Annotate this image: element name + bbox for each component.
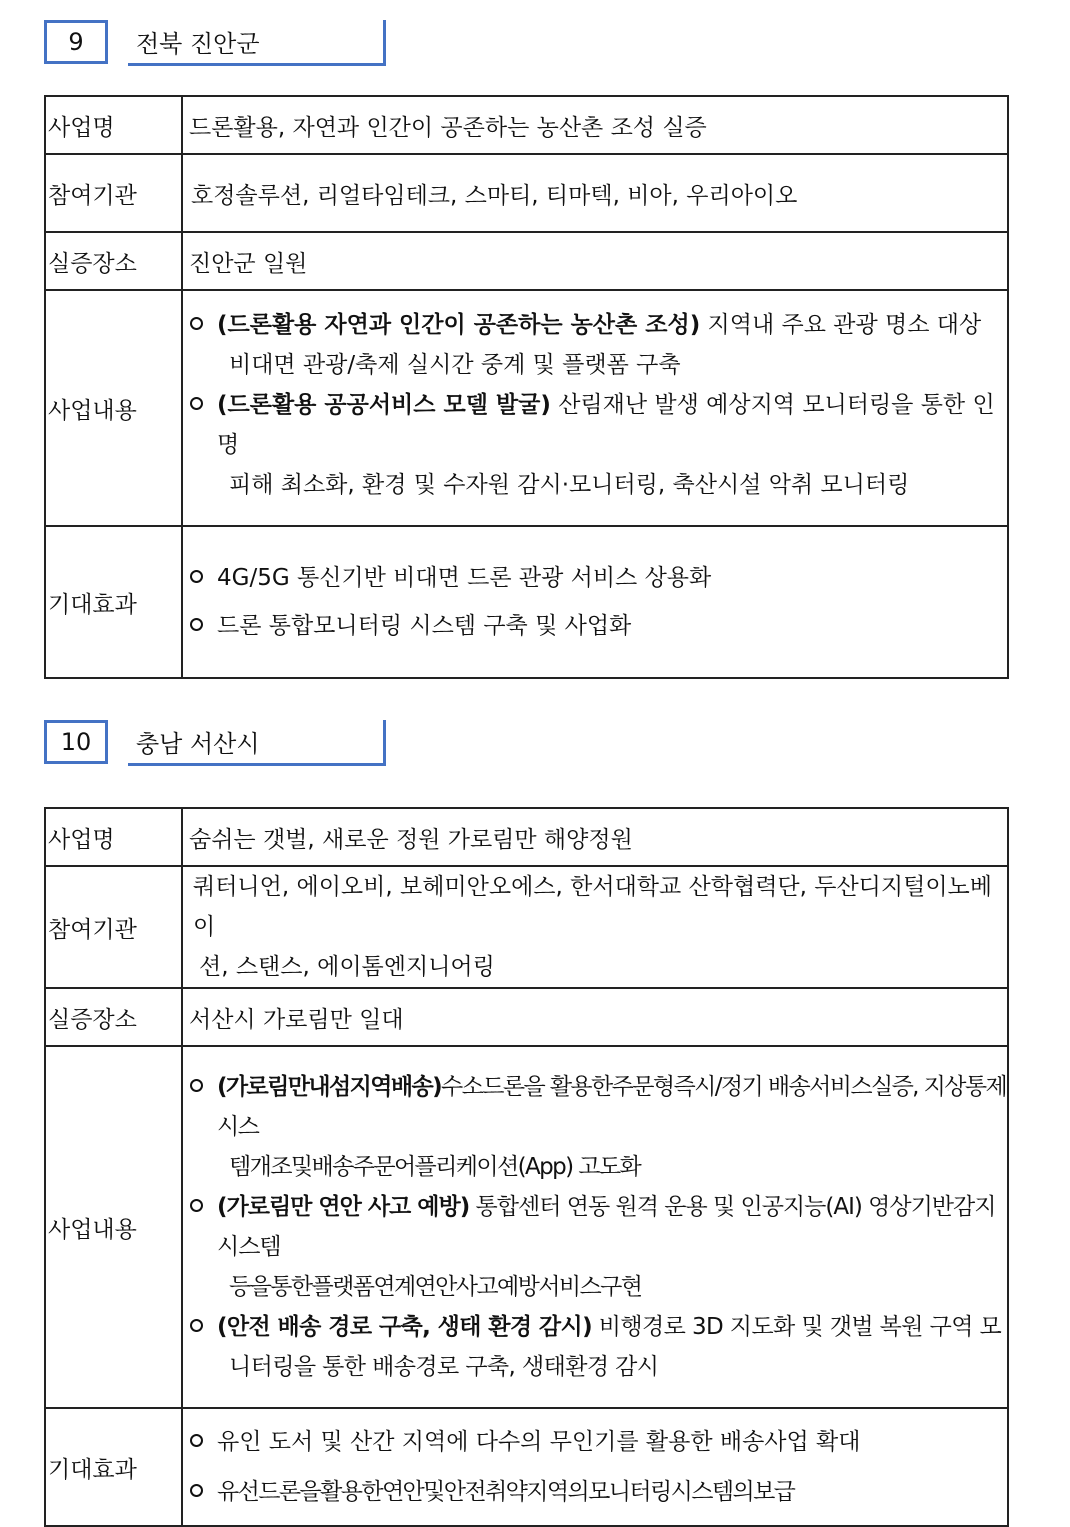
row-content xyxy=(45,1046,1008,1408)
item-text: 통합센터 연동 원격 운용 및 인공지능(AI) 영상기반감지시스템 xyxy=(217,1194,996,1260)
row-content xyxy=(45,290,1008,526)
project-table-9 xyxy=(44,95,1009,679)
item-text-cont: 피해 최소화, 환경 및 수자원 감시·모니터링, 축산시설 악취 모니터링 xyxy=(229,472,910,498)
item-heading: (드론활용 공공서비스 모델 발굴) xyxy=(217,392,551,418)
section-number: 10 xyxy=(44,720,108,764)
value-content xyxy=(182,290,1008,526)
item-text: 드론 통합모니터링 시스템 구축 및 사업화 xyxy=(217,613,632,639)
participants-line1: 쿼터니언, 에이오비, 보헤미안오에스, 한서대학교 산학협력단, 두산디지털이노베이 xyxy=(193,874,992,940)
label-location: 실증장소 xyxy=(45,232,182,290)
list-item xyxy=(189,606,1007,646)
list-item xyxy=(189,558,1007,598)
label-effect: 기대효과 xyxy=(45,526,182,678)
item-text-cont: 비대면 관광/축제 실시간 중계 및 플랫폼 구축 xyxy=(229,352,681,378)
row-effect xyxy=(45,526,1008,678)
section-number: 9 xyxy=(44,20,108,64)
row-participants xyxy=(45,866,1008,988)
item-text: 수소드론을 활용한주문형즉시/정기 배송서비스실증, 지상통제시스 xyxy=(217,1074,1007,1140)
item-text: 4G/5G 통신기반 비대면 드론 관광 서비스 상용화 xyxy=(217,565,712,591)
label-project-name: 사업명 xyxy=(45,96,182,154)
item-text-cont: 등을통한플랫폼연계연안사고예방서비스구현 xyxy=(229,1274,642,1300)
list-item xyxy=(189,1187,1007,1307)
row-project-name xyxy=(45,96,1008,154)
row-project-name xyxy=(45,808,1008,866)
item-heading: (가로림만 연안 사고 예방) xyxy=(217,1194,470,1220)
label-effect: 기대효과 xyxy=(45,1408,182,1526)
section-region: 충남 서산시 xyxy=(128,720,386,766)
item-text: 지역내 주요 관광 명소 대상 xyxy=(700,312,982,338)
participants-line2: 션, 스탠스, 에이톰엔지니어링 xyxy=(199,954,495,980)
item-text: 산림재난 발생 예상지역 모니터링을 통한 인명 xyxy=(217,392,995,458)
item-text: 유선드론을활용한연안및안전취약지역의모니터링시스템의보급 xyxy=(217,1479,795,1505)
list-item xyxy=(189,1422,1007,1462)
value-project-name: 드론활용, 자연과 인간이 공존하는 농산촌 조성 실증 xyxy=(182,96,1008,154)
item-text: 유인 도서 및 산간 지역에 다수의 무인기를 활용한 배송사업 확대 xyxy=(217,1429,861,1455)
item-text: 비행경로 3D 지도화 및 갯벌 복원 구역 모 xyxy=(592,1314,1002,1340)
list-item xyxy=(189,1472,1007,1512)
project-table-10 xyxy=(44,807,1009,1527)
value-project-name: 숨쉬는 갯벌, 새로운 정원 가로림만 해양정원 xyxy=(182,808,1008,866)
item-heading: (가로림만내섬지역배송) xyxy=(217,1074,442,1100)
label-participants: 참여기관 xyxy=(45,154,182,232)
section-region: 전북 진안군 xyxy=(128,20,386,66)
label-location: 실증장소 xyxy=(45,988,182,1046)
value-location: 진안군 일원 xyxy=(182,232,1008,290)
value-effect xyxy=(182,1408,1008,1526)
list-item xyxy=(189,305,1007,385)
value-location: 서산시 가로림만 일대 xyxy=(182,988,1008,1046)
list-item xyxy=(189,1067,1007,1187)
value-effect xyxy=(182,526,1008,678)
row-location xyxy=(45,988,1008,1046)
label-content: 사업내용 xyxy=(45,290,182,526)
label-project-name: 사업명 xyxy=(45,808,182,866)
value-participants xyxy=(182,866,1008,988)
row-effect xyxy=(45,1408,1008,1526)
item-heading: (드론활용 자연과 인간이 공존하는 농산촌 조성) xyxy=(217,312,701,338)
item-text-cont: 니터링을 통한 배송경로 구축, 생태환경 감시 xyxy=(229,1354,659,1380)
row-location xyxy=(45,232,1008,290)
label-participants: 참여기관 xyxy=(45,866,182,988)
list-item xyxy=(189,1307,1007,1387)
value-participants: 호정솔루션, 리얼타임테크, 스마티, 티마텍, 비아, 우리아이오 xyxy=(182,154,1008,232)
list-item xyxy=(189,385,1007,505)
value-content xyxy=(182,1046,1008,1408)
item-text-cont: 템개조및배송주문어플리케이션(App) 고도화 xyxy=(229,1154,641,1180)
label-content: 사업내용 xyxy=(45,1046,182,1408)
row-participants xyxy=(45,154,1008,232)
item-heading: (안전 배송 경로 구축, 생태 환경 감시) xyxy=(217,1314,593,1340)
